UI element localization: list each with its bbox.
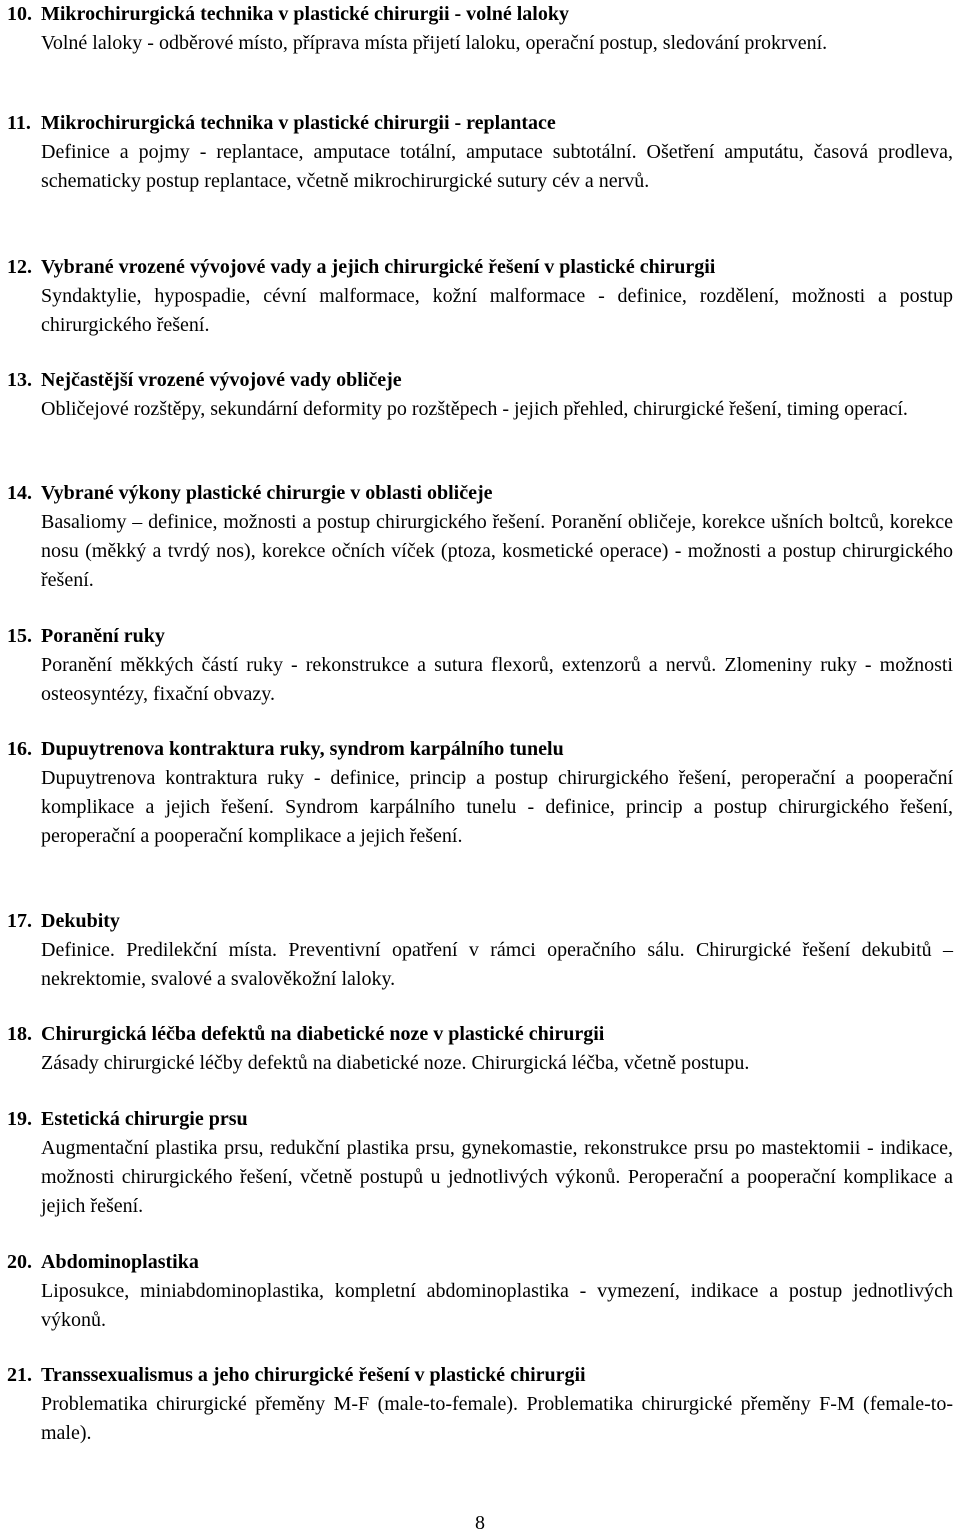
section-heading	[7, 622, 953, 651]
section-11	[7, 109, 953, 196]
section-17	[7, 907, 953, 994]
section-heading	[7, 366, 953, 395]
section-number: 14.	[7, 482, 32, 504]
section-heading	[7, 1105, 953, 1134]
section-body: Poranění měkkých částí ruky - rekonstrukce a sutura flexorů, extenzorů a nervů. Zlomeniny ruky - možnosti osteosyntézy, fixační obvazy.	[41, 654, 953, 705]
section-title: Abdominoplastika	[41, 1251, 199, 1273]
section-body: Augmentační plastika prsu, redukční plastika prsu, gynekomastie, rekonstrukce prsu po mastektomii - indikace, možnosti chirurgického řešení, včetně postupů u jednotlivých výkonů. Peroperační a pooperační komplikace a jejich řešení.	[41, 1137, 953, 1217]
section-heading	[7, 479, 953, 508]
section-number: 12.	[7, 256, 32, 278]
section-13	[7, 366, 953, 424]
section-heading	[7, 735, 953, 764]
section-body: Definice a pojmy - replantace, amputace totální, amputace subtotální. Ošetření amputátu, časová prodleva, schematicky postup replantace, včetně mikrochirurgické sutury cév a nervů.	[41, 141, 953, 192]
section-title: Chirurgická léčba defektů na diabetické noze v plastické chirurgii	[41, 1023, 605, 1045]
section-body: Basaliomy – definice, možnosti a postup chirurgického řešení. Poranění obličeje, korekce ušních boltců, korekce nosu (měkký a tvrdý nos), korekce očních víček (ptoza, kosmetické operace) - možnosti a postup chirurgického řešení.	[41, 511, 953, 591]
section-number: 13.	[7, 369, 32, 391]
section-body: Obličejové rozštěpy, sekundární deformity po rozštěpech - jejich přehled, chirurgické řešení, timing operací.	[41, 398, 908, 420]
section-number: 11.	[7, 112, 31, 134]
section-heading	[7, 907, 953, 936]
section-heading	[7, 109, 953, 138]
section-body: Volné laloky - odběrové místo, příprava místa přijetí laloku, operační postup, sledování prokrvení.	[41, 32, 828, 54]
section-19	[7, 1105, 953, 1221]
section-number: 21.	[7, 1364, 32, 1386]
section-heading	[7, 1020, 953, 1049]
section-title: Nejčastější vrozené vývojové vady obličeje	[41, 369, 402, 391]
section-number: 16.	[7, 738, 32, 760]
section-number: 17.	[7, 910, 32, 932]
section-title: Poranění ruky	[41, 625, 165, 647]
section-number: 18.	[7, 1023, 32, 1045]
section-21	[7, 1361, 953, 1448]
section-heading	[7, 1361, 953, 1390]
section-body: Dupuytrenova kontraktura ruky - definice, princip a postup chirurgického řešení, peroperační a pooperační komplikace a jejich řešení. Syndrom karpálního tunelu - definice, princip a postup chirurgického řešení, peroperační a pooperační komplikace a jejich řešení.	[41, 767, 953, 847]
section-title: Mikrochirurgická technika v plastické chirurgii - volné laloky	[41, 3, 569, 25]
section-heading	[7, 0, 953, 29]
section-body: Liposukce, miniabdominoplastika, kompletní abdominoplastika - vymezení, indikace a postup jednotlivých výkonů.	[41, 1280, 953, 1331]
section-body: Problematika chirurgické přeměny M-F (male-to-female). Problematika chirurgické přeměny F-M (female-to-male).	[41, 1393, 953, 1444]
section-title: Transsexualismus a jeho chirurgické řešení v plastické chirurgii	[41, 1364, 586, 1386]
section-14	[7, 479, 953, 595]
section-15	[7, 622, 953, 709]
section-title: Estetická chirurgie prsu	[41, 1108, 248, 1130]
section-heading	[7, 253, 953, 282]
section-title: Dekubity	[41, 910, 120, 932]
section-18	[7, 1020, 953, 1078]
section-10	[7, 0, 953, 58]
page-number: 8	[475, 1512, 485, 1534]
section-16	[7, 735, 953, 851]
section-title: Dupuytrenova kontraktura ruky, syndrom karpálního tunelu	[41, 738, 564, 760]
section-number: 10.	[7, 3, 32, 25]
section-number: 20.	[7, 1251, 32, 1273]
section-body: Definice. Predilekční místa. Preventivní opatření v rámci operačního sálu. Chirurgické řešení dekubitů – nekrektomie, svalové a svalověkožní laloky.	[41, 939, 953, 990]
section-title: Vybrané výkony plastické chirurgie v oblasti obličeje	[41, 482, 493, 504]
section-body: Syndaktylie, hypospadie, cévní malformace, kožní malformace - definice, rozdělení, možnosti a postup chirurgického řešení.	[41, 285, 953, 336]
section-heading	[7, 1248, 953, 1277]
section-number: 19.	[7, 1108, 32, 1130]
section-title: Mikrochirurgická technika v plastické chirurgii - replantace	[41, 112, 556, 134]
section-title: Vybrané vrozené vývojové vady a jejich chirurgické řešení v plastické chirurgii	[41, 256, 716, 278]
section-body: Zásady chirurgické léčby defektů na diabetické noze. Chirurgická léčba, včetně postupu.	[41, 1052, 750, 1074]
section-20	[7, 1248, 953, 1335]
section-12	[7, 253, 953, 340]
section-number: 15.	[7, 625, 32, 647]
